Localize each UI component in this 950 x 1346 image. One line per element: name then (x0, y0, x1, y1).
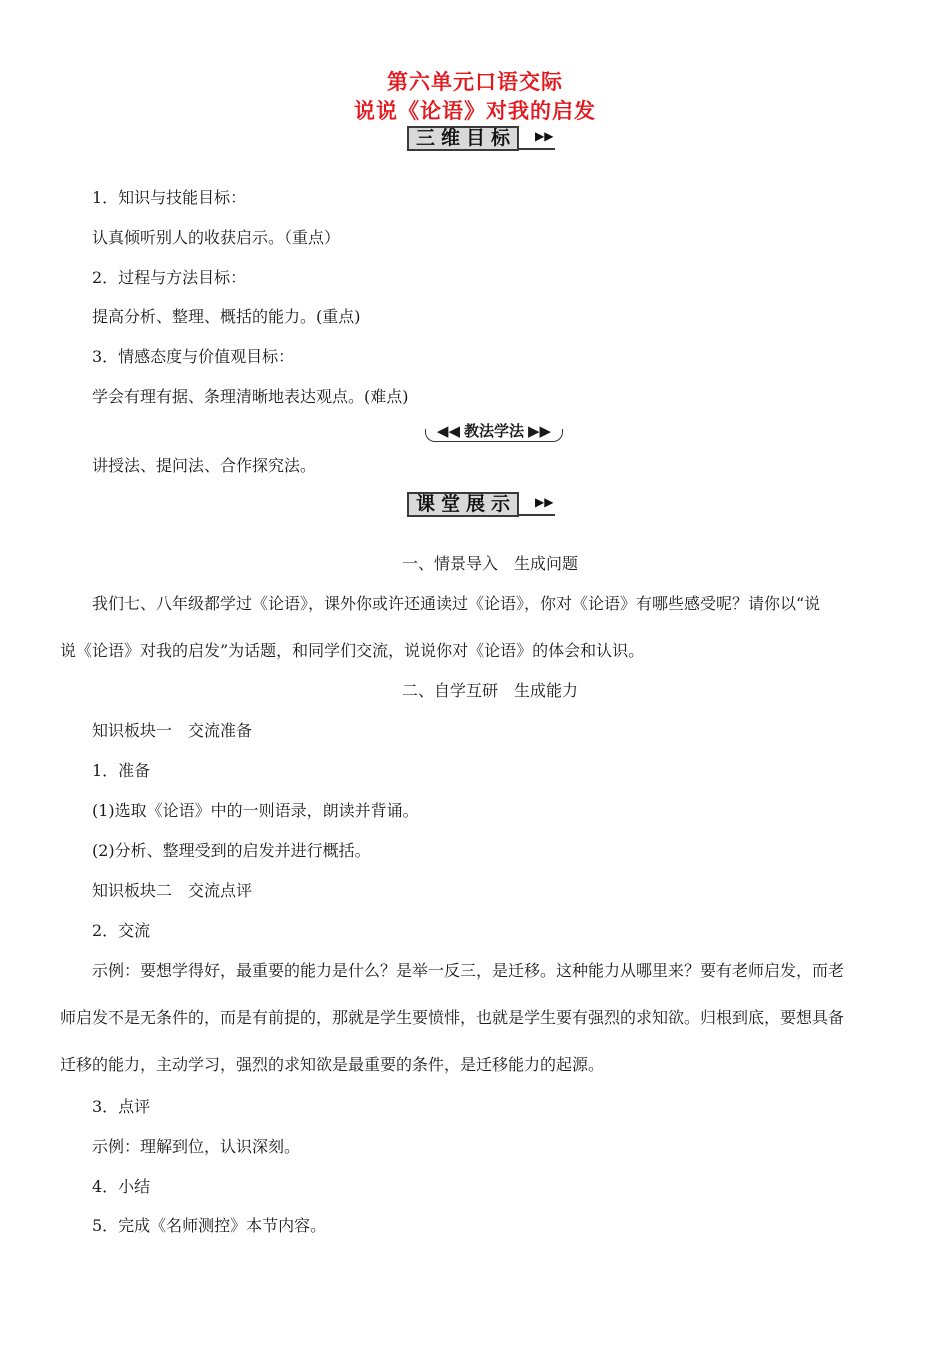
list-item: 2．交流 (92, 921, 151, 940)
goal-line: 2．过程与方法目标： (92, 268, 247, 287)
paragraph-line: 我们七、八年级都学过《论语》，课外你或许还通读过《论语》，你对《论语》有哪些感受呢？请你以“说 (92, 594, 821, 613)
method-banner-label-wrap (425, 420, 563, 441)
goals-banner-label: 三维目标 (407, 126, 519, 151)
list-item: (1)选取《论语》中的一则语录，朗读并背诵。 (92, 801, 419, 820)
block-heading: 知识板块一 交流准备 (92, 721, 253, 740)
list-item: 3．点评 (92, 1097, 151, 1116)
list-item: (2)分析、整理受到的启发并进行概括。 (92, 841, 371, 860)
block-heading: 知识板块二 交流点评 (92, 881, 253, 900)
classroom-banner (407, 492, 557, 522)
goal-line: 认真倾听别人的收获启示。（重点） (92, 228, 341, 247)
double-chevron-right-icon: ▶▶ (535, 495, 554, 509)
chevron-right-icon: ▶▶ (528, 422, 552, 440)
section-heading: 一、情景导入 生成问题 (401, 554, 578, 573)
paragraph-line: 师启发不是无条件的，而是有前提的，那就是学生要愤悱，也就是学生要有强烈的求知欲。归根到底，要想具备 (60, 1008, 845, 1027)
paragraph-line: 说《论语》对我的启发”为话题，和同学们交流，说说你对《论语》的体会和认识。 (60, 641, 645, 660)
goal-line: 1．知识与技能目标： (92, 188, 247, 207)
page-subtitle: 说说《论语》对我的启发 (354, 98, 596, 123)
method-banner (425, 419, 563, 443)
paragraph-line: 迁移的能力，主动学习，强烈的求知欲是最重要的条件，是迁移能力的起源。 (60, 1055, 605, 1074)
paragraph-line: 示例：要想学得好，最重要的能力是什么？是举一反三，是迁移。这种能力从哪里来？要有老师启发，而老 (92, 961, 845, 980)
goal-line: 提高分析、整理、概括的能力。(重点) (92, 307, 361, 326)
goal-line: 3．情感态度与价值观目标： (92, 347, 295, 366)
goal-line: 学会有理有据、条理清晰地表达观点。(难点) (92, 387, 409, 406)
section-heading: 二、自学互研 生成能力 (401, 681, 578, 700)
classroom-banner-label: 课堂展示 (407, 492, 519, 517)
goals-banner (407, 126, 557, 156)
banner-underline (519, 148, 555, 150)
list-item: 5．完成《名师测控》本节内容。 (92, 1216, 327, 1235)
page-title: 第六单元口语交际 (387, 69, 563, 94)
chevron-left-icon: ◀◀ (436, 422, 460, 440)
method-text: 讲授法、提问法、合作探究法。 (92, 456, 317, 475)
list-item: 示例：理解到位，认识深刻。 (92, 1137, 301, 1156)
method-banner-label: 教法学法 (463, 422, 524, 440)
list-item: 1．准备 (92, 761, 151, 780)
banner-underline (519, 514, 555, 516)
list-item: 4．小结 (92, 1177, 151, 1196)
double-chevron-right-icon: ▶▶ (535, 129, 554, 143)
